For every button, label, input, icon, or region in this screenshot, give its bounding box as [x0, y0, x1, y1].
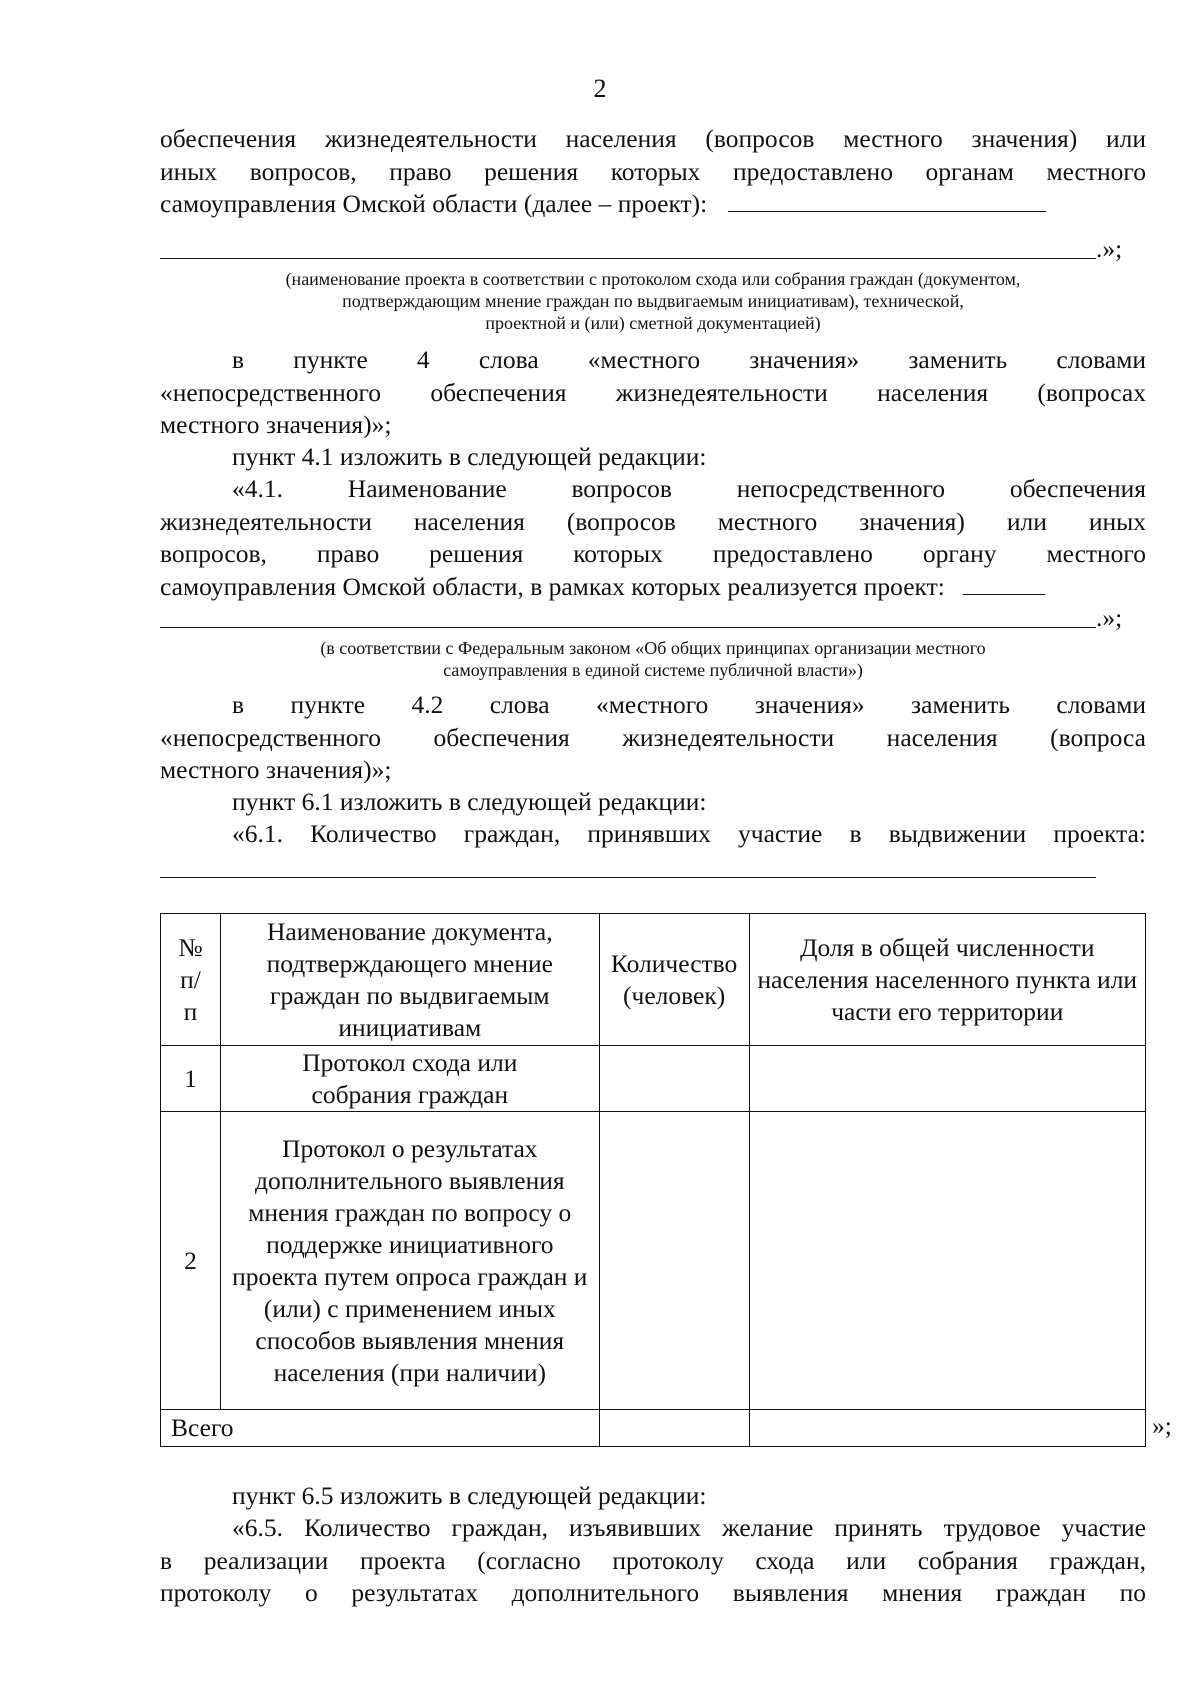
line-end-mark: .»; — [1096, 603, 1123, 632]
paragraph-item-6-5-intro — [160, 1480, 1146, 1513]
paragraph-line: «непосредственного обеспечения жизнедеятельности населения (вопроса — [160, 722, 1146, 752]
cell-number: 2 — [161, 1112, 221, 1410]
cell-share — [749, 1046, 1145, 1112]
cell-total-share — [749, 1410, 1145, 1447]
table-header-row — [161, 914, 1146, 1046]
paragraph-line: в реализации проекта (согласно протоколу схода или собрания граждан, — [160, 1545, 1146, 1575]
paragraph-line — [160, 571, 1146, 604]
paragraph-line: пункт 4.1 изложить в следующей редакции: — [232, 442, 707, 471]
table-row — [161, 1112, 1146, 1410]
paragraph-item-6-1 — [160, 818, 1146, 851]
paragraph-line-text: самоуправления Омской области (далее – проект): — [160, 189, 708, 218]
paragraph-line: «6.5. Количество граждан, изъявивших желание принять трудовое участие — [232, 1513, 1146, 1542]
line-end-mark: .»; — [1096, 234, 1123, 263]
paragraph-line: в пункте 4 слова «местного значения» заменить словами — [232, 345, 1146, 374]
blank-fill-line — [160, 877, 1096, 878]
caption-line: (наименование проекта в соответствии с протоколом схода или собрания граждан (документом, — [285, 269, 1021, 289]
paragraph-line: пункт 6.1 изложить в следующей редакции: — [232, 787, 707, 816]
caption-line: подтверждающим мнение граждан по выдвигаемым инициативам), технической, — [342, 291, 964, 311]
paragraph-line: «непосредственного обеспечения жизнедеятельности населения (вопросах — [160, 377, 1146, 407]
paragraph-line: местного значения)»; — [160, 410, 392, 439]
paragraph-line — [160, 188, 1146, 221]
paragraph-item-4 — [160, 344, 1146, 442]
blank-fill-line — [963, 572, 1045, 595]
cell-quantity — [599, 1046, 749, 1112]
cell-share — [749, 1112, 1145, 1410]
blank-fill-line — [160, 627, 1096, 628]
paragraph-line: местного значения)»; — [160, 755, 392, 784]
paragraph-line: вопросов, право решения которых предоставлено органу местного — [160, 539, 1146, 568]
cell-document: Протокол о результатах дополнительного выявления мнения граждан по вопросу о поддержке инициативного проекта путем опроса граждан и (или) с применением иных способов выявления мнения населения (при наличии) — [220, 1112, 599, 1410]
header-number: № п/п — [161, 914, 221, 1046]
caption-project-name — [160, 268, 1146, 334]
blank-fill-line — [160, 258, 1096, 259]
paragraph-item-4-1 — [160, 473, 1146, 603]
paragraph-line: пункт 6.5 изложить в следующей редакции: — [232, 1481, 707, 1510]
paragraph-line: иных вопросов, право решения которых предоставлено органам местного — [160, 156, 1146, 186]
header-document: Наименование документа, подтверждающего мнение граждан по выдвигаемым инициативам — [220, 914, 599, 1046]
paragraph-item-6-5 — [160, 1512, 1146, 1610]
paragraph-line: в пункте 4.2 слова «местного значения» заменить словами — [232, 690, 1146, 719]
caption-line: самоуправления в единой системе публичной власти») — [443, 660, 863, 680]
caption-line: (в соответствии с Федеральным законом «Об общих принципах организации местного — [320, 638, 986, 658]
caption-line: проектной и (или) сметной документацией) — [485, 313, 821, 333]
paragraph-line-text: самоуправления Омской области, в рамках которых реализуется проект: — [160, 571, 945, 601]
table-end-mark: »; — [1152, 1411, 1172, 1440]
paragraph-item-4-1-intro — [160, 441, 1146, 474]
paragraph-line: обеспечения жизнедеятельности населения (вопросов местного значения) или — [160, 124, 1146, 153]
paragraph-line: «4.1. Наименование вопросов непосредственного обеспечения — [232, 474, 1146, 503]
table-row — [161, 1046, 1146, 1112]
paragraph-line: «6.1. Количество граждан, принявших участие в выдвижении проекта: — [232, 819, 1146, 848]
cell-total-label: Всего — [161, 1410, 600, 1447]
table-total-row — [161, 1410, 1146, 1447]
participants-table — [160, 913, 1146, 1447]
cell-document: Протокол схода или собрания граждан — [220, 1046, 599, 1112]
paragraph-line: протоколу о результатах дополнительного выявления мнения граждан по — [160, 1578, 1146, 1607]
paragraph-item-4-2 — [160, 689, 1146, 787]
paragraph-project-intro — [160, 123, 1146, 221]
paragraph-item-6-1-intro — [160, 786, 1146, 819]
page-number: 2 — [593, 74, 607, 103]
caption-federal-law — [160, 637, 1146, 681]
header-share: Доля в общей численности населения населенного пункта или части его территории — [749, 914, 1145, 1046]
cell-total-quantity — [599, 1410, 749, 1447]
cell-number: 1 — [161, 1046, 221, 1112]
cell-quantity — [599, 1112, 749, 1410]
paragraph-line: жизнедеятельности населения (вопросов местного значения) или иных — [160, 506, 1146, 536]
blank-fill-line — [728, 189, 1046, 212]
header-quantity: Количество (человек) — [599, 914, 749, 1046]
